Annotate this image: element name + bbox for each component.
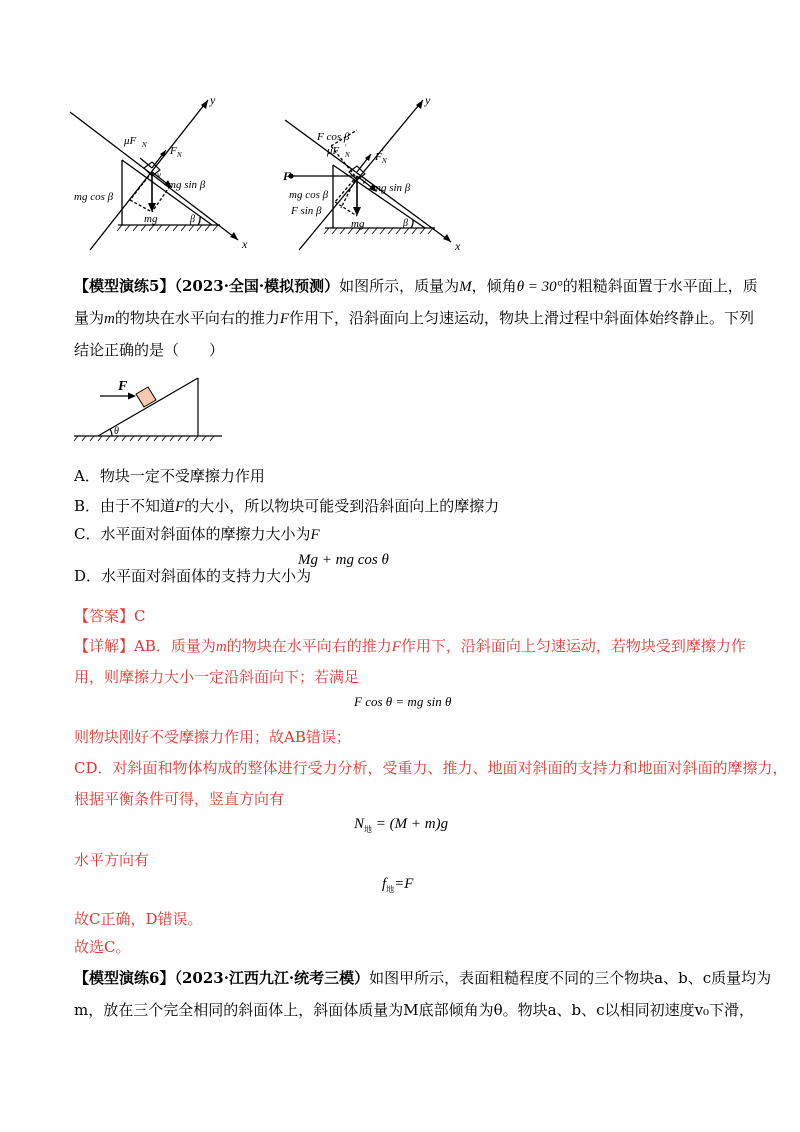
equation-1: F cos θ = mg sin θ bbox=[354, 694, 452, 709]
option-d: D．水平面对斜面体的支持力大小为 bbox=[74, 567, 312, 585]
option-c bbox=[74, 524, 320, 545]
problem5-tag: 【模型演练5】 bbox=[74, 277, 175, 295]
text: 作用下，沿斜面向上匀速运动，若物块受到摩擦力作 bbox=[400, 637, 746, 655]
math-F: F bbox=[279, 311, 290, 327]
incline-figure bbox=[70, 374, 230, 442]
option-d-formula: Mg + mg cos θ bbox=[298, 552, 389, 568]
mg-sin-label: mg sin β bbox=[373, 182, 411, 194]
problem6-line1 bbox=[74, 968, 771, 988]
normal-force-sub: N bbox=[382, 157, 387, 165]
math-F: F bbox=[391, 639, 401, 655]
velocity-label: v bbox=[362, 176, 366, 186]
force-label: F bbox=[118, 379, 128, 394]
angle-label: θ bbox=[114, 426, 119, 437]
option-a: A．物块一定不受摩擦力作用 bbox=[74, 467, 265, 485]
force-diagram-right bbox=[275, 90, 475, 255]
mg-cos-label: mg cos β bbox=[289, 189, 329, 201]
equation-3 bbox=[382, 876, 413, 895]
angle-label: β bbox=[403, 218, 408, 229]
weight-label: mg bbox=[144, 213, 158, 225]
detail-line5: 根据平衡条件可得，竖直方向有 bbox=[74, 790, 285, 808]
detail-line4: CD．对斜面和物体构成的整体进行受力分析，受重力、推力、地面对斜面的支持力和地面对斜面的摩擦力， bbox=[74, 759, 788, 777]
math-sub: 地 bbox=[364, 825, 373, 834]
problem5-line3: 结论正确的是（ ） bbox=[74, 341, 225, 359]
f-cos-label: F cos β bbox=[317, 131, 350, 143]
detail-line3: 则物块刚好不受摩擦力作用；故AB错误； bbox=[74, 728, 351, 746]
math-M: M bbox=[459, 279, 472, 295]
force-diagram-left bbox=[60, 90, 260, 255]
text: B．由于不知道 bbox=[74, 497, 176, 515]
friction-label: μF bbox=[124, 135, 137, 147]
text: 的物块在水平向右的推力 bbox=[114, 309, 280, 327]
math-rest: = (M + m)g bbox=[372, 816, 449, 832]
text: 量为 bbox=[74, 309, 105, 327]
problem6-source: （2023·江西九江·统考三模） bbox=[174, 969, 370, 987]
y-axis-label: y bbox=[210, 93, 216, 107]
detail-tag: 【详解】 bbox=[74, 637, 135, 655]
velocity-label: v bbox=[157, 170, 161, 180]
equation-2 bbox=[354, 816, 448, 835]
math-rest: =F bbox=[394, 876, 414, 892]
text: 的大小，所以物块可能受到沿斜面向上的摩擦力 bbox=[184, 497, 500, 515]
math-f: f bbox=[382, 876, 387, 892]
weight-label: mg bbox=[351, 218, 365, 230]
detail-line2: 用，则摩擦力大小一定沿斜面向下；若满足 bbox=[74, 668, 360, 686]
math-F: F bbox=[310, 527, 320, 543]
text: ，倾角 bbox=[471, 277, 517, 295]
problem5-line2 bbox=[74, 308, 754, 329]
math-sub: 地 bbox=[386, 885, 395, 894]
option-b bbox=[74, 496, 499, 517]
detail-line1 bbox=[74, 636, 746, 657]
push-force-label: F bbox=[283, 169, 292, 183]
friction-sub: N bbox=[345, 151, 350, 159]
y-axis-label: y bbox=[425, 93, 431, 107]
math-theta: θ = 30° bbox=[516, 279, 563, 295]
problem5-line1 bbox=[74, 276, 758, 297]
normal-force-prime: ′ bbox=[382, 148, 384, 157]
friction-sub: N bbox=[142, 141, 147, 149]
math-F: F bbox=[175, 499, 185, 515]
text: 作用下，沿斜面向上匀速运动，物块上滑过程中斜面体始终静止。下列 bbox=[289, 309, 755, 327]
math-m: m bbox=[104, 311, 115, 327]
math-N: N bbox=[354, 816, 365, 832]
text: 的粗糙斜面置于水平面上，质 bbox=[562, 277, 758, 295]
text: 如图所示，质量为 bbox=[339, 277, 460, 295]
text: 如图甲所示，表面粗糙程度不同的三个物块a、b、c质量均为 bbox=[369, 969, 772, 987]
detail-line8: 故选C。 bbox=[74, 938, 131, 956]
problem6-line2: m，放在三个完全相同的斜面体上，斜面体质量为M底部倾角为θ。物块a、b、c以相同初速度v₀下滑， bbox=[74, 1001, 755, 1019]
mg-sin-label: mg sin β bbox=[168, 179, 206, 191]
problem6-tag: 【模型演练6】 bbox=[74, 969, 175, 987]
math-m: m bbox=[215, 639, 227, 655]
friction-label: μF bbox=[327, 145, 340, 157]
problem5-source: （2023·全国·模拟预测） bbox=[174, 277, 340, 295]
normal-force-label: F bbox=[170, 145, 177, 157]
x-axis-label: x bbox=[242, 237, 248, 251]
f-sin-label: F sin β bbox=[291, 205, 322, 217]
detail-line6: 水平方向有 bbox=[74, 851, 150, 869]
text: 的物块在水平向右的推力 bbox=[226, 637, 392, 655]
normal-force-sub: N bbox=[177, 151, 182, 159]
angle-label: β bbox=[190, 214, 195, 225]
detail-line7: 故C正确，D错误。 bbox=[74, 910, 203, 928]
mg-cos-label: mg cos β bbox=[74, 191, 114, 203]
text: C．水平面对斜面体的摩擦力大小为 bbox=[74, 525, 311, 543]
text: AB．质量为 bbox=[134, 637, 216, 655]
friction-prime: ′ bbox=[345, 143, 347, 152]
x-axis-label: x bbox=[455, 239, 461, 253]
answer-label: 【答案】C bbox=[74, 607, 146, 625]
normal-force-label: F bbox=[375, 151, 382, 163]
